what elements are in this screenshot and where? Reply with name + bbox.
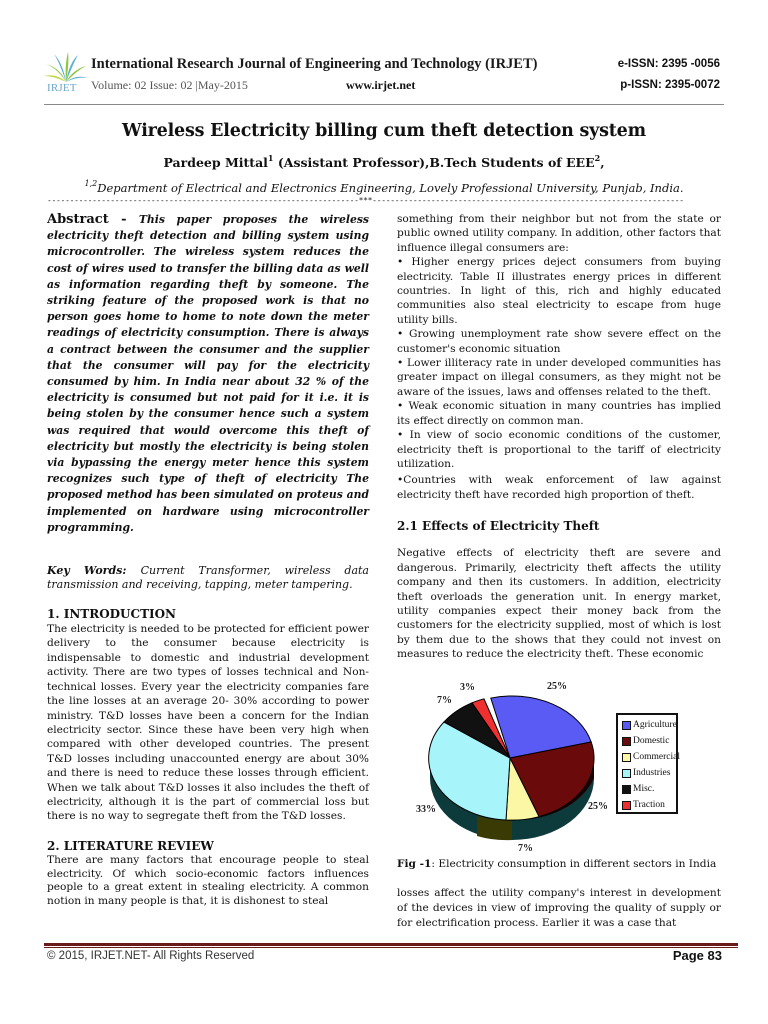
affiliation-sup: 1,2 <box>84 179 98 188</box>
legend-item-traction <box>622 797 672 813</box>
pie-label-domestic: 25% <box>588 801 608 812</box>
journal-website: www.irjet.net <box>346 78 416 92</box>
keywords <box>47 564 369 592</box>
abstract-label: Abstract - <box>47 212 139 227</box>
p-issn: p-ISSN: 2395-0072 <box>620 79 720 91</box>
pie-label-commercial: 7% <box>518 843 533 854</box>
page-number: Page 83 <box>672 948 722 963</box>
volume-issue: Volume: 02 Issue: 02 |May-2015 <box>91 78 248 92</box>
legend-item-domestic <box>622 733 672 749</box>
footer-divider-thin <box>44 947 738 948</box>
legend-item-commercial <box>622 749 680 765</box>
chart-legend <box>616 713 678 814</box>
legend-item-agriculture <box>622 717 677 733</box>
legend-label: Traction <box>633 800 665 810</box>
bullet-item: • In view of socio economic conditions of the customer, electricity theft is proportional to the tariff of electricity utilization. <box>397 429 721 470</box>
logo-text: IRJET <box>47 82 77 94</box>
footer-divider <box>44 943 738 946</box>
bullet-item: •Countries with weak enforcement of law against electricity theft have recorded high proportion of theft. <box>397 474 721 501</box>
after-figure-text: losses affect the utility company's interest in development of the devices in view of improving the quality of supply or for electrification process. Earlier it was a case that <box>397 887 721 929</box>
effects-text: Negative effects of electricity theft are severe and dangerous. Primarily, electricity theft affects the utility company and then its customers. In addition, electricity theft overloads the generation unit. In energy market, utility companies expect their money back from the customers for the electricity supplied, most of which is lost by them due to the shows that they could not invest on measures to reduce the electricity theft. These economic <box>397 547 721 661</box>
legend-swatch <box>622 801 631 810</box>
keywords-text: Current Transformer, wireless data transmission and receiving, tapping, meter tampering. <box>47 564 369 592</box>
left-column <box>47 212 369 909</box>
pie-label-agriculture: 25% <box>547 681 567 692</box>
journal-header <box>44 50 724 102</box>
e-issn: e-ISSN: 2395 -0056 <box>617 58 720 70</box>
legend-swatch <box>622 785 631 794</box>
copyright-text: © 2015, IRJET.NET- All Rights Reserved <box>47 950 255 962</box>
bullet-item: • Lower illiteracy rate in under developed communities has greater impact on illegal consumers, as they might not be aware of the issues, laws and offenses related to the theft. <box>397 357 721 398</box>
header-divider <box>44 104 724 105</box>
legend-label: Industries <box>633 768 671 778</box>
journal-title: International Research Journal of Engineering and Technology (IRJET) <box>91 56 538 72</box>
bullet-item: • Weak economic situation in many countries has implied its effect directly on common man. <box>397 400 721 427</box>
paper-title: Wireless Electricity billing cum theft detection system <box>122 121 646 141</box>
section-divider: ---------------------------------------------------------------------***--------------------------------------------------------------------- <box>47 196 684 205</box>
author-end: , <box>600 155 605 170</box>
author-sup: 1 <box>267 153 274 163</box>
legend-item-industries <box>622 765 672 781</box>
abstract <box>47 212 369 536</box>
legend-label: Domestic <box>633 736 670 746</box>
figure-caption-text: : Electricity consumption in different sectors in India <box>431 858 717 870</box>
pie-label-misc: 7% <box>437 695 452 706</box>
literature-review-text: There are many factors that encourage people to steal electricity. Of which socio-economic factors influences people to a great extent in stealing electricity. A common notion in many people is that, it is dishonest to steal <box>47 853 369 908</box>
legend-item-misc <box>622 781 672 797</box>
figure-caption-label: Fig -1 <box>397 858 432 870</box>
paper-authors <box>0 155 768 170</box>
legend-label: Commercial <box>633 752 680 762</box>
pie-chart <box>402 678 612 854</box>
affiliation-text: Department of Electrical and Electronics Engineering, Lovely Professional University, Punjab, India. <box>97 181 684 195</box>
pie-label-industries: 33% <box>416 804 436 815</box>
subsection-heading-effects: 2.1 Effects of Electricity Theft <box>397 519 600 534</box>
pie-label-traction: 3% <box>460 682 475 693</box>
keywords-label: Key Words: <box>47 564 141 578</box>
legend-label: Agriculture <box>633 720 677 730</box>
right-column <box>397 212 721 662</box>
legend-swatch <box>622 737 631 746</box>
section-heading-introduction: 1. INTRODUCTION <box>47 607 177 622</box>
irjet-logo-icon <box>44 52 90 96</box>
paper-affiliation <box>0 181 768 195</box>
abstract-text: This paper proposes the wireless electricity theft detection and billing system using microcontroller. The wireless system reduces the cost of wires used to transfer the billing data as well as information regarding theft by someone. The striking feature of the proposed work is that no person goes home to home to note down the meter readings of electricity consumption. There is always a contract between the consumer and the supplier that the consumer will pay for the electricity consumed by him. In India near about 32 % of the electricity is consumed but not paid for it i.e. it is being stolen by the consumer hence such a system was required that would overcome this theft of electricity but mostly the electricity is being stolen via bypassing the energy meter hence this system recognizes such type of theft of electricity The proposed method has been simulated on proteus and implemented on hardware using microcontroller programming. <box>47 213 369 534</box>
legend-label: Misc. <box>633 784 655 794</box>
bullet-item: • Higher energy prices deject consumers from buying electricity. Table II illustrates energy prices in different countries. In light of this, rich and highly educated communities also steal electricity to escape from huge utility bills. <box>397 256 721 326</box>
factors-intro-text: something from their neighbor but not from the state or public owned utility company. In addition, other factors that influence illegal consumers are: <box>397 213 721 254</box>
bullet-item: • Growing unemployment rate show severe effect on the customer's economic situation <box>397 328 721 355</box>
pie-chart-figure <box>402 678 732 854</box>
figure-caption <box>397 858 727 870</box>
introduction-text: The electricity is needed to be protected for efficient power delivery to the consumer because electricity is indispensable to domestic and industrial development activity. There are two types of losses technical and Non-technical losses. Every year the electricity companies fare the line losses at an average 20- 30% according to power ministry. T&D losses have been a concern for the Indian electricity sector. Since these have been very high when compared with other developed countries. The present T&D losses including unaccounted energy are about 30% and there is need to reduce these losses through efficient. When we talk about T&D losses it also includes the theft of electricity, although it is the part of commercial loss but there is no way to segregate theft from the T&D losses. <box>47 623 369 823</box>
author-sup: 2 <box>594 153 601 163</box>
author-name: Pardeep Mittal <box>163 155 268 170</box>
legend-swatch <box>622 753 631 762</box>
section-heading-literature-review: 2. LITERATURE REVIEW <box>47 838 214 853</box>
legend-swatch <box>622 721 631 730</box>
author-role: (Assistant Professor),B.Tech Students of EEE <box>273 155 595 170</box>
legend-swatch <box>622 769 631 778</box>
